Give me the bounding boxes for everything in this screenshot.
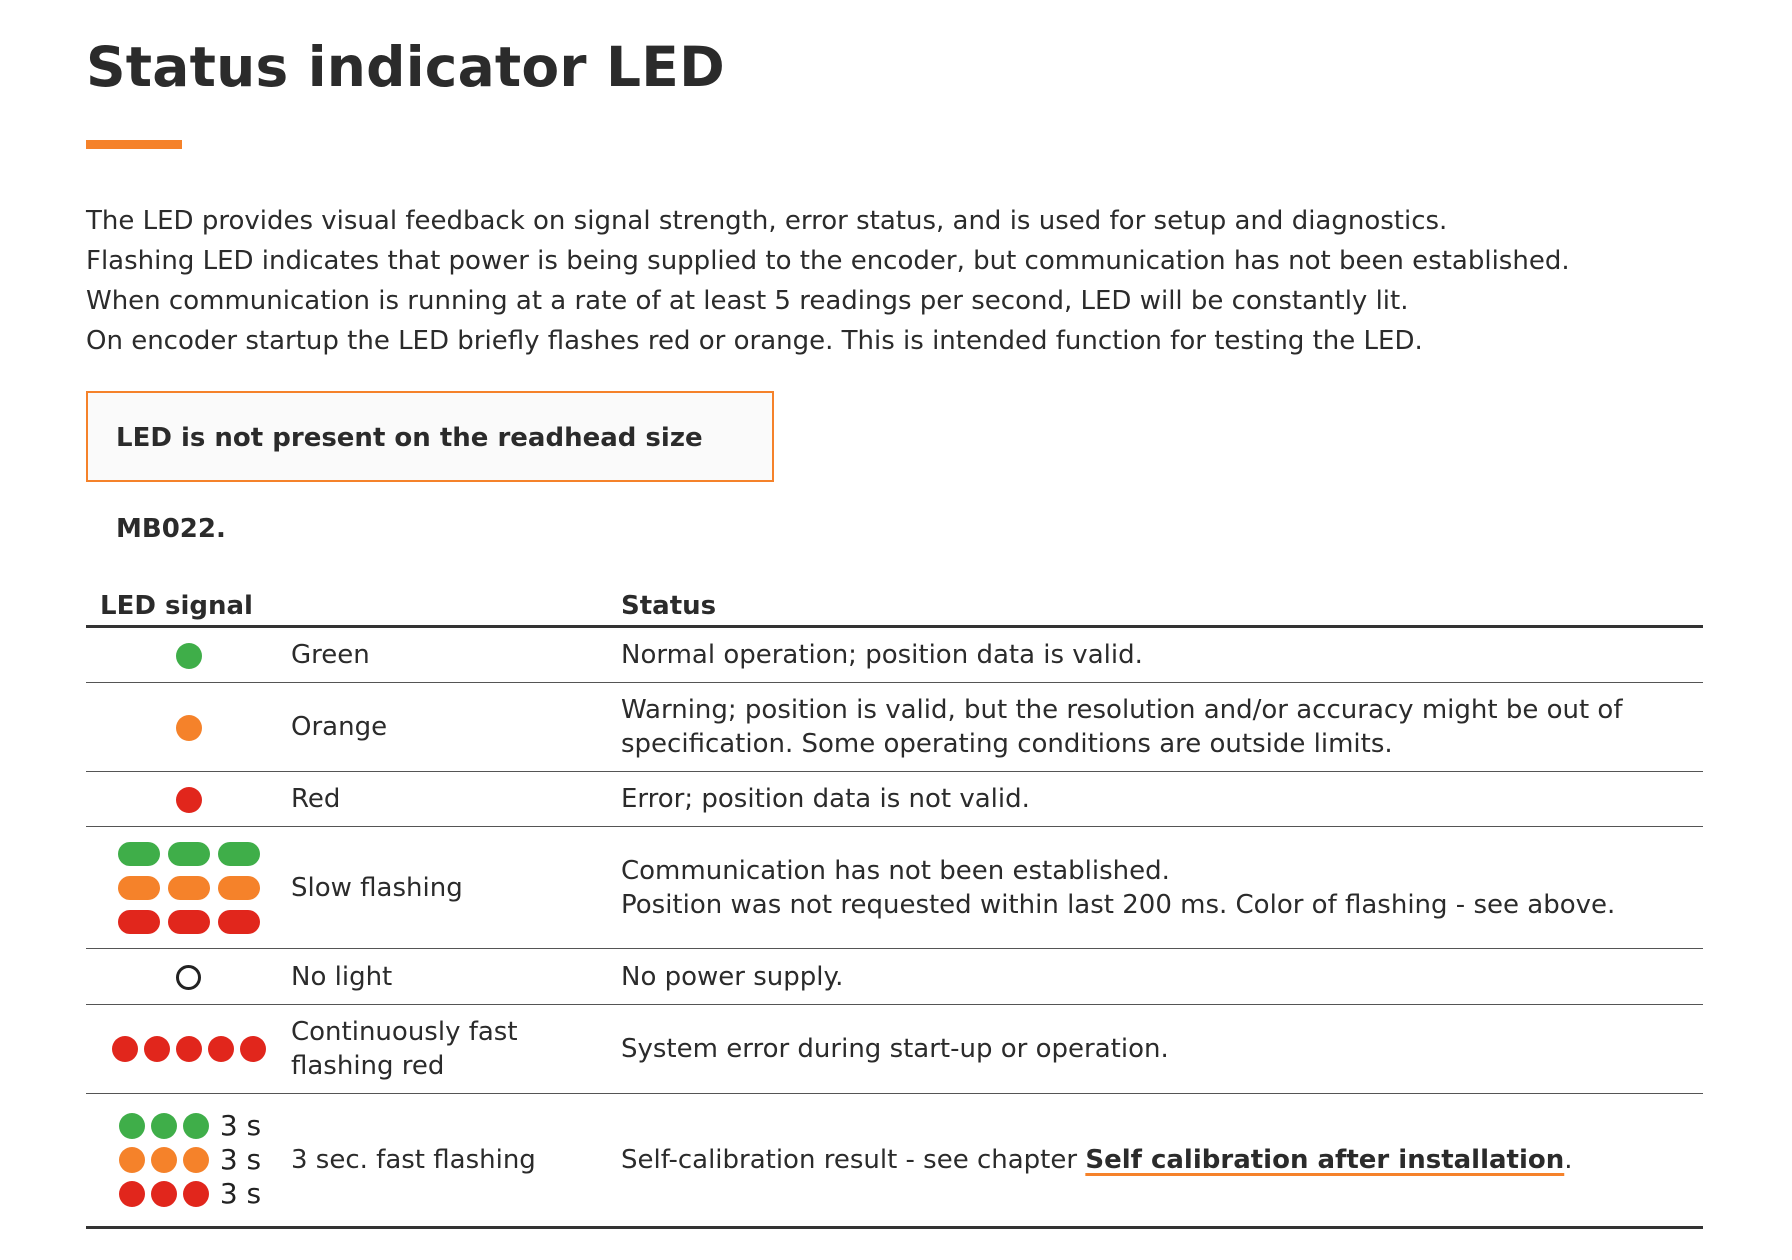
green-dot-icon: [151, 1113, 177, 1139]
signal-name: Green: [291, 627, 607, 683]
status-text: Error; position data is not valid.: [607, 772, 1703, 827]
red-dot-icon: [208, 1036, 234, 1062]
green-dot-icon: [119, 1113, 145, 1139]
signal-name: 3 sec. fast flashing: [291, 1094, 607, 1228]
red-pill-icon: [118, 910, 160, 934]
orange-dot-icon: [183, 1147, 209, 1173]
green-led-icon: [176, 643, 202, 669]
duration-label: 3 s: [219, 1143, 262, 1176]
table-row: [86, 772, 1703, 827]
green-dot-icon: [183, 1113, 209, 1139]
orange-dot-icon: [119, 1147, 145, 1173]
red-dot-icon: [176, 1036, 202, 1062]
status-text: No power supply.: [607, 949, 1703, 1005]
red-led-icon: [176, 787, 202, 813]
status-line: specification. Some operating conditions are outside limits.: [621, 729, 1393, 759]
red-dot-icon: [144, 1036, 170, 1062]
fast-flashing-red-led-icon: [86, 1036, 291, 1062]
red-dot-icon: [183, 1181, 209, 1207]
status-line: Warning; position is valid, but the resolution and/or accuracy might be out of: [621, 695, 1623, 725]
green-pill-icon: [218, 842, 260, 866]
status-text: [607, 683, 1703, 772]
table-row: [86, 627, 1703, 683]
signal-name-line: Continuously fast: [291, 1017, 518, 1047]
page-title: Status indicator LED: [86, 35, 725, 99]
red-timed-row: [86, 1177, 291, 1211]
red-pill-icon: [168, 910, 210, 934]
duration-label: 3 s: [219, 1177, 262, 1210]
duration-label: 3 s: [219, 1109, 262, 1142]
led-signal-cell: [86, 949, 291, 1005]
status-text: Normal operation; position data is valid.: [607, 627, 1703, 683]
intro-line: When communication is running at a rate of at least 5 readings per second, LED will be constantly lit.: [86, 286, 1409, 316]
note-box: LED is not present on the readhead size MB022.: [86, 391, 774, 482]
table-row: [86, 827, 1703, 949]
status-suffix: .: [1564, 1145, 1573, 1175]
no-light-led-icon: [176, 965, 201, 990]
slow-flashing-led-icon: [86, 837, 291, 939]
green-pill-icon: [118, 842, 160, 866]
red-dot-icon: [151, 1181, 177, 1207]
signal-name: No light: [291, 949, 607, 1005]
red-dot-icon: [240, 1036, 266, 1062]
orange-timed-row: [86, 1143, 291, 1177]
led-signal-cell: [86, 772, 291, 827]
led-status-table: [86, 581, 1703, 1229]
status-text: [607, 1094, 1703, 1228]
orange-pill-icon: [218, 876, 260, 900]
status-line: Communication has not been established.: [621, 855, 1170, 886]
intro-line: On encoder startup the LED briefly flashes red or orange. This is intended function for testing the LED.: [86, 326, 1423, 356]
led-signal-cell: [86, 1094, 291, 1228]
table-row: [86, 949, 1703, 1005]
table-row: [86, 683, 1703, 772]
green-pill-icon: [168, 842, 210, 866]
orange-flash-row: [86, 871, 291, 905]
red-flash-row: [86, 905, 291, 939]
red-dot-icon: [119, 1181, 145, 1207]
status-text: [607, 827, 1703, 949]
signal-name-line: flashing red: [291, 1051, 445, 1081]
led-signal-cell: [86, 827, 291, 949]
table-row: [86, 1094, 1703, 1228]
orange-pill-icon: [168, 876, 210, 900]
signal-name: Slow flashing: [291, 827, 607, 949]
column-header-status: Status: [607, 581, 1703, 627]
column-header-led-signal: LED signal: [86, 581, 607, 627]
red-pill-icon: [218, 910, 260, 934]
red-dot-icon: [112, 1036, 138, 1062]
orange-pill-icon: [118, 876, 160, 900]
orange-dot-icon: [151, 1147, 177, 1173]
green-timed-row: [86, 1109, 291, 1143]
status-text: System error during start-up or operation.: [607, 1005, 1703, 1094]
title-accent-bar: [86, 140, 182, 149]
status-prefix: Self-calibration result - see chapter: [621, 1145, 1086, 1175]
intro-text: [86, 201, 1706, 361]
signal-name: Orange: [291, 683, 607, 772]
led-signal-cell: [86, 683, 291, 772]
signal-name: Red: [291, 772, 607, 827]
table-header-row: [86, 581, 1703, 627]
led-signal-cell: [86, 627, 291, 683]
green-flash-row: [86, 837, 291, 871]
three-sec-flashing-led-icon: [86, 1109, 291, 1211]
signal-name: [291, 1005, 607, 1094]
status-line: Position was not requested within last 200 ms. Color of flashing - see above.: [621, 889, 1616, 920]
orange-led-icon: [176, 715, 202, 741]
led-signal-cell: [86, 1005, 291, 1094]
self-calibration-link[interactable]: Self calibration after installation: [1085, 1145, 1565, 1175]
intro-line: The LED provides visual feedback on signal strength, error status, and is used for setup and diagnostics.: [86, 206, 1448, 236]
table-row: [86, 1005, 1703, 1094]
intro-line: Flashing LED indicates that power is being supplied to the encoder, but communication has not been established.: [86, 246, 1570, 276]
